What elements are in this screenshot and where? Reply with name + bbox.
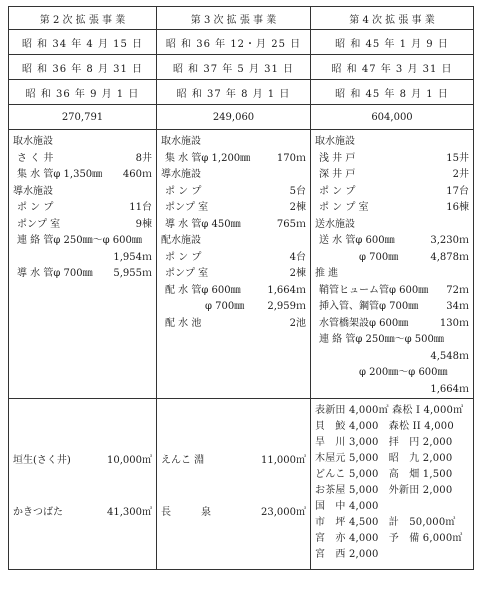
facility-line [161,266,306,283]
source-line: 宮 亦 4,000 予 備 6,000㎥ [315,533,463,544]
source-volume: 23,000㎥ [261,507,306,518]
facility-section-title: 導水施設 [13,185,53,197]
facility-line [315,382,469,399]
source-name: 長 泉 [161,507,211,518]
facility-label: 連 絡 管φ 250㎜～φ 500㎜ [319,334,444,345]
source-name: えんこ 淵 [161,455,205,466]
facility-line [315,365,469,382]
facility-line [315,349,469,366]
facility-label [13,250,17,267]
facility-value: 2井 [452,169,469,180]
header-cell: 第 4 次 拡 張 事 業 [311,7,474,30]
facility-value: 2棟 [289,268,306,279]
facility-line [13,266,152,283]
source-line: 市 坪 4,500 計 50,000㎥ [315,517,456,528]
facility-label: ポンプ 室 [165,268,209,279]
facility-label [315,349,319,366]
facility-label: ポ ン プ [165,251,202,263]
facility-value: 2棟 [289,202,306,213]
facility-line [13,233,152,250]
date-cell: 昭 和 37 年 8 月 1 日 [157,80,311,105]
header-cell: 第 2 次 拡 張 事 業 [9,7,157,30]
facility-line [13,167,152,184]
facilities-cell [9,130,157,399]
facility-line [13,217,152,234]
facility-value: 460ｍ [122,169,152,180]
date-row [9,55,474,80]
facility-label: 集 水 管φ 1,350㎜ [17,169,103,180]
facility-label: 挿入管、鋼管φ 700㎜ [319,301,419,312]
facility-line [161,200,306,217]
facility-label: 配 水 管φ 600㎜ [165,284,241,296]
facility-line [315,299,469,316]
expansion-projects-table [8,6,474,570]
facility-value: 4,878ｍ [430,251,469,263]
facility-value: 72ｍ [446,284,469,296]
facility-line [161,151,306,168]
facility-label: さ く 井 [17,152,54,164]
source-name: 垣生(さく井) [13,455,71,466]
facility-label: 集 水 管φ 1,200㎜ [165,152,251,164]
source-volume: 11,000㎥ [261,455,306,466]
sources-cell [9,399,157,570]
facility-label: φ 700㎜ [205,301,245,312]
facility-value: 130ｍ [439,317,469,329]
facility-label: 深 井 戸 [319,169,356,180]
source-line: 宮 西 2,000 [315,549,379,560]
facility-label: ポンプ 室 [165,202,209,213]
facility-label: 送 水 管φ 600㎜ [319,235,395,246]
facility-line [315,250,469,267]
facility-line [315,151,469,168]
facility-label: 浅 井 戸 [319,152,356,164]
facility-value: 3,230ｍ [430,235,469,246]
facility-value: 765ｍ [276,218,306,230]
facility-value: 170ｍ [276,152,306,164]
facility-section-title: 送水施設 [315,218,355,230]
date-cell: 昭 和 36 年 9 月 1 日 [9,80,157,105]
source-line: 旱 川 3,000 拝 円 2,000 [315,437,453,448]
facility-value: 9棟 [135,218,152,230]
facility-label: 鞘管ヒューム管φ 600㎜ [319,284,429,296]
facility-value: 34ｍ [446,301,469,312]
facility-line [315,316,469,333]
header-row [9,7,474,30]
facility-line [315,184,469,201]
facility-line [161,250,306,267]
date-cell: 昭 和 36 年 8 月 31 日 [9,55,157,80]
facility-value: 16棟 [446,202,469,213]
facility-label: ポ ン プ [319,185,356,197]
facility-line [315,283,469,300]
header-cell: 第 3 次 拡 張 事 業 [157,7,311,30]
facility-line [13,200,152,217]
facility-label: φ 700㎜ [359,251,399,263]
facility-section-title: 導水施設 [161,169,201,180]
facility-label: 水管橋架設φ 600㎜ [319,317,409,329]
facility-line [161,184,306,201]
date-row [9,30,474,55]
facility-line [161,217,306,234]
facility-value: 17台 [446,185,469,197]
facility-section-title: 推 進 [315,268,339,279]
facility-line [161,316,306,333]
source-line: 国 中 4,000 [315,501,379,512]
source-item [161,503,306,518]
facilities-row [9,130,474,399]
source-line: 貝 鮫 4,000 森松 II 4,000 [315,421,454,432]
source-item [13,451,152,466]
facility-label: 導 水 管φ 700㎜ [17,268,93,279]
facility-label: ポ ン プ [165,185,202,197]
sources-cell [311,399,474,570]
total-cell: 604,000 [311,105,474,130]
facility-value: 5台 [289,185,306,197]
facility-value: 11台 [129,202,152,213]
facility-value: 2,959ｍ [267,301,306,312]
facility-label: ポ ン プ [17,202,54,213]
sources-cell [157,399,311,570]
facility-section-title: 取水施設 [161,136,201,147]
facility-value: 1,954ｍ [113,251,152,263]
source-line: お茶屋 5,000 外新田 2,000 [315,485,453,496]
source-line: 木屋元 5,000 昭 九 2,000 [315,453,453,464]
date-cell: 昭 和 45 年 8 月 1 日 [311,80,474,105]
facility-line [315,332,469,349]
source-name: かきつばた [13,507,63,518]
facility-section-title: 配水施設 [161,235,201,246]
sources-row [9,399,474,570]
facility-line [13,151,152,168]
facility-value: 2池 [289,317,306,329]
facility-line [13,250,152,267]
facility-value: 5,955ｍ [113,268,152,279]
facility-value: 4,548ｍ [430,350,469,362]
facility-line [315,167,469,184]
facility-section-title: 取水施設 [315,136,355,147]
facility-label [315,382,319,399]
facility-line [161,283,306,300]
facility-label: 導 水 管φ 450㎜ [165,218,241,230]
source-volume: 41,300㎥ [107,507,152,518]
total-cell: 249,060 [157,105,311,130]
source-line: 表新田 4,000㎥ 森松 I 4,000㎥ [315,405,464,416]
date-cell: 昭 和 34 年 4 月 15 日 [9,30,157,55]
source-line: どんこ 5,000 高 畑 1,500 [315,469,453,480]
facilities-cell [311,130,474,399]
facility-label: φ 200㎜～φ 600㎜ [359,367,448,378]
date-cell: 昭 和 47 年 3 月 31 日 [311,55,474,80]
facility-label: 連 絡 管φ 250㎜～φ 600㎜ [17,235,142,246]
facilities-cell [157,130,311,399]
facility-value: 15井 [446,152,469,164]
total-row [9,105,474,130]
facility-line [161,299,306,316]
facility-label: ポンプ 室 [17,218,61,230]
facility-line [315,200,469,217]
source-volume: 10,000㎥ [107,455,152,466]
date-cell: 昭 和 37 年 5 月 31 日 [157,55,311,80]
facility-value: 1,664ｍ [430,383,469,395]
source-item [13,503,152,518]
date-row [9,80,474,105]
facility-value: 8井 [135,152,152,164]
facility-label: ポ ン プ 室 [319,202,369,213]
facility-label: 配 水 池 [165,317,202,329]
date-cell: 昭 和 45 年 1 月 9 日 [311,30,474,55]
facility-line [315,233,469,250]
total-cell: 270,791 [9,105,157,130]
facility-value: 1,664ｍ [267,284,306,296]
source-item [161,451,306,466]
date-cell: 昭 和 36 年 12・月 25 日 [157,30,311,55]
facility-section-title: 取水施設 [13,136,53,147]
facility-value: 4台 [289,251,306,263]
